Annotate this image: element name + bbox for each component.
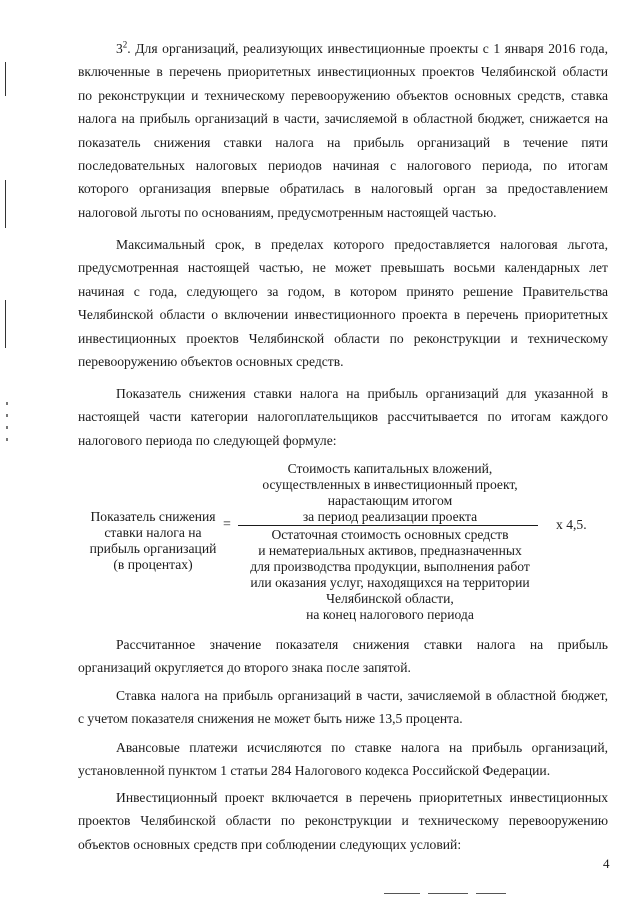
text-line: включенные в перечень приоритетных инвестиционных проектов Челябинской области — [78, 64, 608, 80]
text-line: показатель снижения ставки налога на прибыль организаций в течение пяти — [78, 134, 608, 150]
text-line: Челябинской области о включении инвестиционного проекта в перечень приоритетных — [78, 307, 608, 323]
paragraph-max-term — [78, 233, 608, 373]
scan-edge-line — [384, 893, 420, 894]
margin-mark — [5, 62, 6, 96]
denominator-line: Остаточная стоимость основных средств — [271, 527, 509, 542]
text-line: Ставка налога на прибыль организаций в части, зачисляемой в областной бюджет, — [116, 688, 608, 703]
text-line: перевооружению объектов основных средств. — [78, 354, 344, 370]
denominator-line: для производства продукции, выполнения работ — [250, 559, 530, 574]
text-line: Инвестиционный проект включается в перечень приоритетных инвестиционных — [116, 790, 608, 805]
numerator-line: за период реализации проекта — [302, 509, 478, 524]
text-line: начиная с года, следующего за годом, в котором принято решение Правительства — [78, 283, 608, 299]
paragraph-min-rate — [78, 684, 608, 731]
page-number: 4 — [603, 856, 610, 871]
text-line: предусмотренная настоящей частью, не может превышать восьми календарных лет — [78, 260, 608, 276]
paragraph-3-2 — [78, 37, 608, 224]
text-line: настоящей части категории налогоплательщиков рассчитывается по итогам каждого — [78, 409, 608, 425]
paragraph-advance-payments — [78, 736, 608, 783]
text-line: налогового периода по следующей формуле: — [78, 432, 337, 448]
margin-dash — [6, 402, 8, 405]
margin-mark — [5, 180, 6, 228]
denominator-line: на конец налогового периода — [306, 607, 474, 622]
formula-left-line: ставки налога на — [104, 525, 202, 540]
denominator-line: и нематериальных активов, предназначенных — [258, 543, 522, 558]
text-line: объектов основных средств при соблюдении следующих условий: — [78, 836, 462, 852]
margin-dash — [6, 438, 8, 441]
text-line: организаций округляется до второго знака после запятой. — [78, 660, 411, 676]
text-line: с учетом показателя снижения не может быть ниже 13,5 процента. — [78, 711, 463, 727]
formula-numerator — [240, 461, 540, 525]
text-line: которого организация впервые обратилась в налоговый орган за предоставлением — [78, 181, 608, 197]
fraction-bar — [238, 525, 538, 526]
margin-mark — [5, 300, 6, 348]
formula-left-label — [78, 509, 228, 573]
text-line: Показатель снижения ставки налога на прибыль организаций для указанной в — [116, 386, 608, 401]
margin-dash — [6, 426, 8, 429]
paragraph-rounding — [78, 633, 608, 680]
scan-edge-line — [476, 893, 506, 894]
text-line: Рассчитанное значение показателя снижения ставки налога на прибыль — [116, 637, 608, 652]
numerator-line: нарастающим итогом — [327, 493, 453, 508]
numerator-line: Стоимость капитальных вложений, — [287, 461, 493, 476]
text-line: по реконструкции и техническому перевооружению объектов основных средств, ставка — [78, 87, 608, 103]
formula-left-line: (в процентах) — [113, 557, 193, 572]
text-line: налога на прибыль организаций в части, зачисляемой в областной бюджет, снижается на — [78, 111, 608, 127]
text-line: инвестиционных проектов Челябинской области по реконструкции и техническому — [78, 330, 608, 346]
numerator-line: осуществленных в инвестиционный проект, — [262, 477, 518, 492]
formula-denominator — [240, 527, 540, 623]
formula-multiplier: x 4,5. — [556, 517, 587, 532]
text-line: последовательных налоговых периодов начиная с налогового периода, по итогам — [78, 158, 608, 174]
text-line: Авансовые платежи исчисляются по ставке налога на прибыль организаций, — [116, 740, 608, 755]
text-line: проектов Челябинской области по реконструкции и техническому перевооружению — [78, 813, 608, 829]
scan-edge-line — [428, 893, 468, 894]
margin-dash — [6, 414, 8, 417]
text-line: налоговой льготы по основаниям, предусмотренным настоящей частью. — [78, 204, 497, 220]
formula-equals: = — [223, 517, 231, 532]
text-line: установленной пунктом 1 статьи 284 Налогового кодекса Российской Федерации. — [78, 763, 551, 779]
denominator-line: или оказания услуг, находящихся на территории — [250, 575, 530, 590]
paragraph-formula-intro — [78, 382, 608, 452]
paragraph-inclusion-conditions — [78, 786, 608, 856]
denominator-line: Челябинской области, — [326, 591, 454, 606]
text-line: $3^2$. Для организаций, реализующих инвестиционные проекты с 1 января 2016 года, — [116, 39, 608, 56]
formula-left-line: прибыль организаций — [89, 541, 217, 556]
formula-left-line: Показатель снижения — [90, 509, 216, 524]
text-line: Максимальный срок, в пределах которого предоставляется налоговая льгота, — [116, 237, 608, 252]
